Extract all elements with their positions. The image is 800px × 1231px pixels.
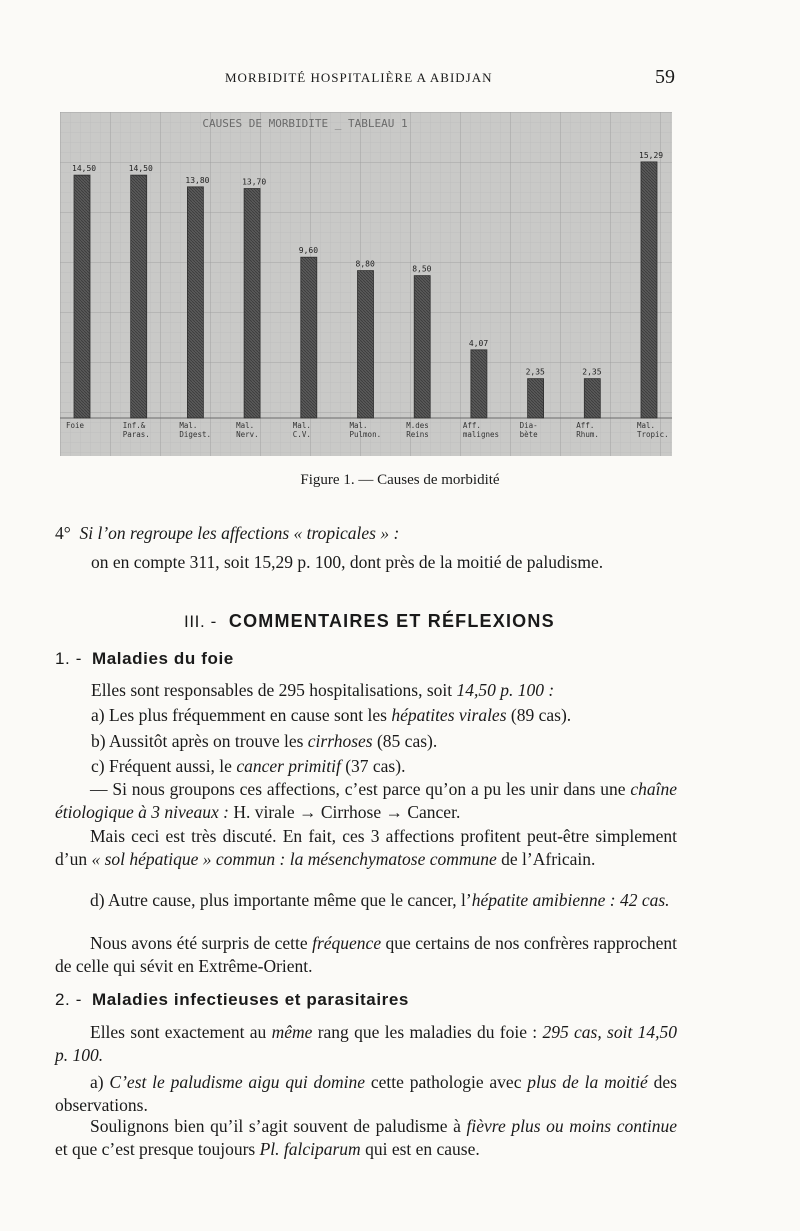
paragraph: Soulignons bien qu’il s’agit souvent de paludisme à fièvre plus ou moins continue et que c’est presque toujours Pl. falciparum qui est en cause. [55,1116,678,1159]
paragraph: — Si nous groupons ces affections, c’est parce qu’on a pu les unir dans une chaîne étiologique à 3 niveaux : H. virale → Cirrhose → Cancer. [55,779,677,822]
category-label: Mal. [236,421,255,430]
item-4-title: Si l’on regroupe les affections « tropicales » : [79,523,400,543]
bar-value-label: 13,80 [185,175,210,185]
subsection-1-number: 1. - [55,649,82,668]
bar [641,162,657,418]
list-item: a) Les plus fréquemment en cause sont les hépatites virales (89 cas). [91,705,572,725]
bar [414,276,430,418]
category-label: Digest. [179,430,212,439]
bar-value-label: 15,29 [639,150,664,160]
bar [187,187,203,418]
section-heading [184,611,555,632]
category-label: Mal. [349,421,368,430]
category-label: Foie [66,421,85,430]
bar [301,257,317,418]
bar [131,175,147,418]
category-label: Dia- [519,421,538,430]
category-label: Rhum. [576,430,599,439]
paragraph: a) C’est le paludisme aigu qui domine cette pathologie avec plus de la moitié des observations. [55,1072,677,1115]
bar [584,379,600,418]
chart-title: CAUSES DE MORBIDITE _ TABLEAU 1 [202,117,408,130]
figure-caption: Figure 1. — Causes de morbidité [300,472,500,488]
category-label: Paras. [122,430,150,439]
subsection-1-title: Maladies du foie [91,649,234,668]
bar [471,350,487,418]
item-4-number: 4° [55,523,71,543]
category-label: M.des [406,421,429,430]
running-header [0,68,800,90]
bar-value-label: 13,70 [242,177,267,187]
subsection-2-number: 2. - [55,990,82,1009]
category-label: Inf.& [122,421,146,430]
section-number: III. - [184,612,217,631]
paragraph: Elles sont exactement au même rang que les maladies du foie : 295 cas, soit 14,50 p. 100. [55,1022,677,1065]
category-label: bète [519,430,538,439]
bar-chart [60,112,672,456]
category-label: Mal. [292,421,311,430]
running-title: MORBIDITÉ HOSPITALIÈRE A ABIDJAN [225,70,493,85]
category-label: Mal. [637,421,656,430]
bar-value-label: 2,35 [525,367,545,377]
bar [244,189,260,418]
figure-1 [60,112,672,456]
bar-value-label: 9,60 [298,246,319,256]
list-item: c) Fréquent aussi, le cancer primitif (37 cas). [91,756,406,776]
paragraph: Elles sont responsables de 295 hospitalisations, soit 14,50 p. 100 : [91,680,555,700]
page-number: 59 [655,66,675,88]
item-4-text: on en compte 311, soit 15,29 p. 100, dont près de la moitié de paludisme. [91,552,604,572]
paragraph: d) Autre cause, plus importante même que le cancer, l’hépatite amibienne : 42 cas. [90,890,670,910]
subsection-2-title: Maladies infectieuses et parasitaires [91,990,409,1009]
bar-value-label: 4,07 [468,338,489,348]
bar-value-label: 8,80 [355,259,375,269]
category-label: malignes [462,430,500,439]
section-title: COMMENTAIRES ET RÉFLEXIONS [228,611,555,631]
bar [74,175,90,418]
bar [528,379,544,418]
subsection-1-heading [55,649,234,669]
list-item: b) Aussitôt après on trouve les cirrhoses (85 cas). [91,731,438,751]
bar-value-label: 8,50 [412,264,432,274]
bar-value-label: 14,50 [72,164,97,174]
paragraph: Nous avons été surpris de cette fréquence que certains de nos confrères rapprochent de celle qui sévit en Extrême-Orient. [55,933,677,976]
paragraph: Mais ceci est très discuté. En fait, ces 3 affections profitent peut-être simplement d’un « sol hépatique » commun : la mésenchymatose commune de l’Africain. [55,826,677,869]
category-label: Nerv. [236,430,259,439]
category-label: Aff. [576,421,595,430]
category-label: Tropic. [637,430,669,439]
subsection-2-heading [55,990,409,1010]
bar-value-label: 14,50 [128,164,153,174]
category-label: Aff. [462,421,481,430]
category-label: Mal. [179,421,198,430]
category-label: Pulmon. [349,430,382,439]
category-label: Reins [406,430,429,439]
item-4-heading [55,522,677,545]
bar-value-label: 2,35 [582,367,602,377]
category-label: C.V. [292,430,311,439]
bar [358,271,374,418]
